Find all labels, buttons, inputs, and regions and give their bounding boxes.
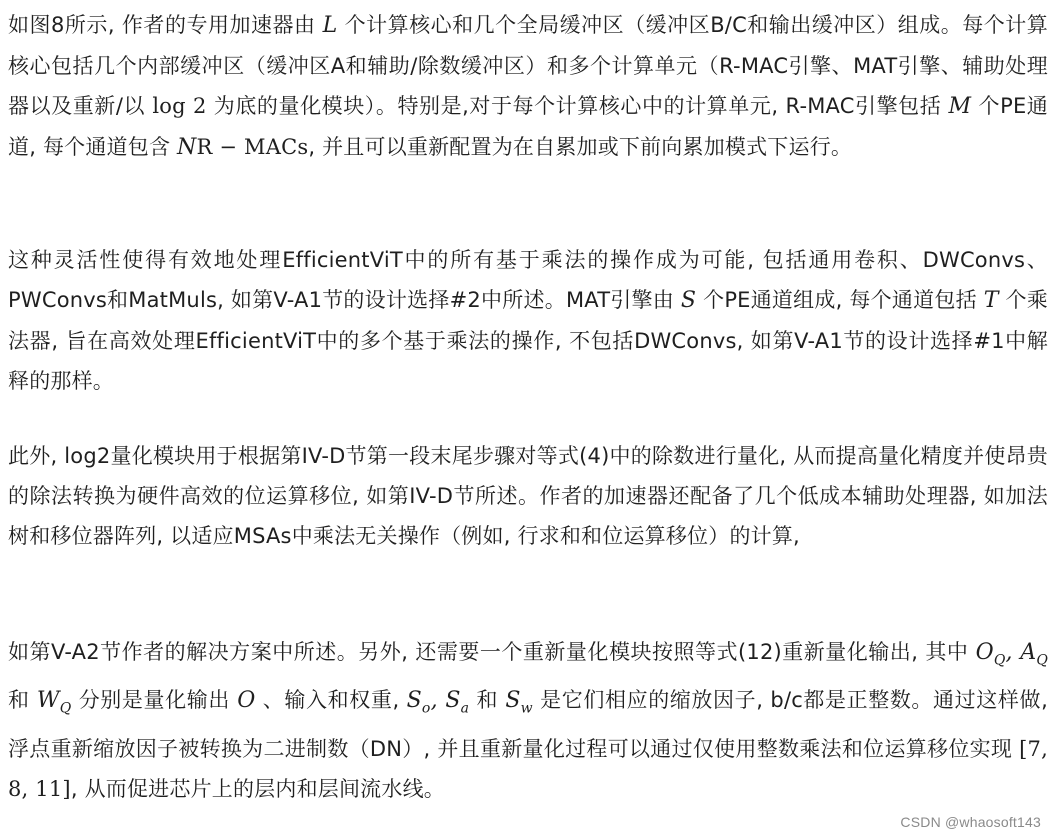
inline-math: $W_Q$ — [36, 688, 72, 717]
inline-math: T — [983, 288, 999, 313]
paragraph-text-run: , 并且可以重新配置为在自累加或下前向累加模式下运行。 — [308, 135, 853, 159]
paragraph-text-run: 如图8所示, 作者的专用加速器由 — [8, 13, 323, 37]
inline-math-upright: R − MACs — [196, 135, 309, 159]
inline-math: O — [237, 688, 256, 714]
paragraph-text-run: 为底的量化模块）。特别是,对于每个计算核心中的计算单元, R-MAC引擎包括 — [206, 94, 949, 118]
paragraph-3 — [8, 436, 1048, 556]
inline-math: S — [680, 288, 697, 313]
inline-math: $S_o$, $S_a$ — [406, 688, 470, 717]
paragraph-text-run: 个乘法器, 旨在高效处理EfficientViT中的多个基于乘法的操作, 不包括DWConvs, 如第V-A1节的设计选择#1中解释的那样。 — [8, 288, 1048, 393]
paragraph-4 — [8, 632, 1048, 809]
inline-math: L — [322, 13, 338, 38]
paragraph-text-run: 和 — [8, 688, 37, 713]
paragraph-text-run: 这种灵活性使得有效地处理EfficientViT中的所有基于乘法的操作成为可能, 包括通用卷积、DWConvs、PWConvs和MatMuls, 如第V-A1节的设计选择#2中所述。MAT引擎由 — [8, 248, 1048, 312]
inline-math-upright: [7, 8, 11] — [8, 736, 1048, 801]
inline-math: M — [948, 94, 972, 119]
paragraph-text-run: 是它们相应的缩放因子, b/c都是正整数。通过这样做, 浮点重新缩放因子被转换为二进制数（DN）, 并且重新量化过程可以通过仅使用整数乘法和位运算移位实现 — [8, 688, 1048, 761]
paragraph-2 — [8, 240, 1048, 401]
paragraph-text-run: 分别是量化输出 — [71, 688, 238, 713]
paragraph-text-run: , 从而促进芯片上的层内和层间流水线。 — [70, 776, 445, 801]
paragraph-text-run: 个PE通道组成, 每个通道包括 — [696, 288, 984, 312]
inline-math: $O_Q$, $A_Q$ — [975, 640, 1048, 669]
paragraph-text-run: 个PE通道, 每个通道包含 — [8, 94, 1048, 159]
paragraph-text-run: 此外, log2量化模块用于根据第IV-D节第一段末尾步骤对等式(4)中的除数进行量化, 从而提高量化精度并使昂贵的除法转换为硬件高效的位运算移位, 如第IV-D节所述。作者的加速器还配备了几个低成本辅助处理器, 如加法树和移位器阵列, 以适应MSAs中乘法无关操作（例如, 行求和和位运算移位）的计算, — [8, 444, 1048, 548]
paragraph-1 — [8, 5, 1048, 168]
watermark: CSDN @whaosoft143 — [900, 814, 1041, 830]
paragraph-text-run: 和 — [469, 688, 506, 713]
inline-math-upright: log 2 — [152, 94, 207, 118]
paragraph-text-run: 、输入和权重, — [255, 688, 407, 713]
inline-math: N — [177, 135, 197, 160]
paragraph-text-run: 个计算核心和几个全局缓冲区（缓冲区B/C和输出缓冲区）组成。每个计算核心包括几个内部缓冲区（缓冲区A和辅助/除数缓冲区）和多个计算单元（R-MAC引擎、MAT引擎、辅助处理器以及重新/以 — [8, 13, 1048, 118]
inline-math: $S_w$ — [505, 688, 533, 717]
paragraph-text-run: 如第V-A2节作者的解决方案中所述。另外, 还需要一个重新量化模块按照等式(12)重新量化输出, 其中 — [8, 640, 976, 664]
